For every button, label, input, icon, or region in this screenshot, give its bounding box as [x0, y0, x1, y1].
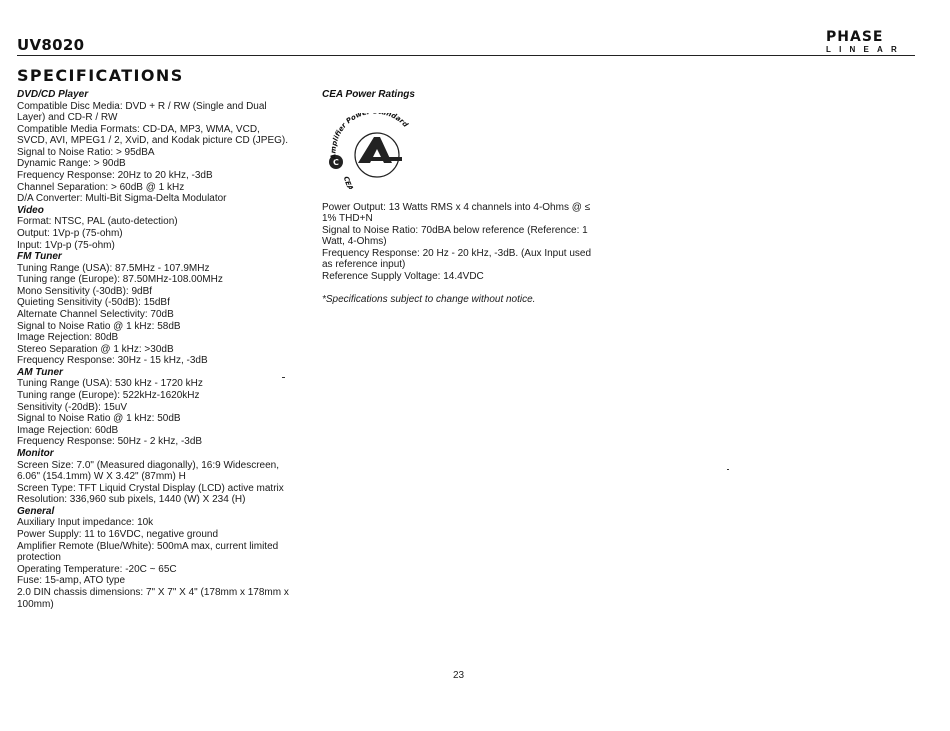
section-heading: AM Tuner — [17, 366, 63, 378]
spec-section — [17, 448, 307, 506]
brand-logo — [826, 30, 914, 56]
spec-section — [17, 89, 307, 205]
cea-spec-line: Signal to Noise Ratio: 70dBA below reference (Reference: 1 — [322, 224, 588, 236]
cea-spec-line: Reference Supply Voltage: 14.4VDC — [322, 271, 484, 283]
cea-heading: CEA Power Ratings — [322, 89, 415, 100]
spec-section — [17, 367, 307, 448]
cea-spec-line: Frequency Response: 20 Hz - 20 kHz, -3dB. (Aux Input used — [322, 247, 592, 259]
spec-line: SVCD, AVI, MPEG1 / 2, XviD, and Kodak picture CD (JPEG). — [17, 135, 289, 147]
svg-text:CEA-2006 Compliant — [342, 175, 408, 188]
cea-badge-icon — [322, 113, 422, 189]
spec-section — [17, 251, 307, 367]
spec-line: D/A Converter: Multi-Bit Sigma-Delta Modulator — [17, 193, 227, 205]
spec-line: Output: 1Vp-p (75-ohm) — [17, 227, 123, 239]
cea-badge-bottom-text: CEA — [341, 175, 355, 189]
spec-line: Operating Temperature: -20C ~ 65C — [17, 563, 177, 575]
spec-line: Mono Sensitivity (-30dB): 9dBf — [17, 285, 153, 297]
spec-line: Signal to Noise Ratio @ 1 kHz: 58dB — [17, 320, 181, 332]
spec-line: 2.0 DIN chassis dimensions: 7" X 7" X 4" (178mm x 178mm x — [17, 586, 289, 598]
logo-top-text: PHASE — [826, 29, 884, 45]
section-heading: Monitor — [17, 448, 54, 460]
spec-line: Signal to Noise Ratio @ 1 kHz: 50dB — [17, 413, 181, 425]
page-title: SPECIFICATIONS — [17, 66, 184, 85]
spec-line: Input: 1Vp-p (75-ohm) — [17, 239, 115, 251]
spec-line: Frequency Response: 50Hz - 2 kHz, -3dB — [17, 436, 203, 448]
logo-bottom-text: LINEAR — [826, 45, 905, 54]
spec-line: Image Rejection: 80dB — [17, 332, 119, 344]
spec-line: Frequency Response: 20Hz to 20 kHz, -3dB — [17, 170, 213, 182]
spec-line: Tuning Range (USA): 530 kHz - 1720 kHz — [17, 378, 203, 390]
spec-section — [17, 506, 307, 610]
section-heading: DVD/CD Player — [17, 89, 89, 100]
section-heading: FM Tuner — [17, 251, 62, 263]
cea-compliance-badge — [322, 113, 422, 189]
scan-speck — [727, 469, 729, 470]
spec-line: Tuning Range (USA): 87.5MHz - 107.9MHz — [17, 262, 210, 274]
spec-line: Power Supply: 11 to 16VDC, negative ground — [17, 529, 219, 540]
spec-line: Quieting Sensitivity (-50dB): 15dBf — [17, 297, 170, 309]
spec-line: Compatible Disc Media: DVD + R / RW (Single and Dual — [17, 100, 267, 112]
scan-speck — [282, 377, 285, 378]
section-heading: General — [17, 505, 55, 517]
spec-line: Image Rejection: 60dB — [17, 424, 119, 436]
spec-line: Compatible Media Formats: CD-DA, MP3, WMA, VCD, — [17, 123, 260, 135]
spec-line: Tuning range (Europe): 522kHz-1620kHz — [17, 390, 200, 402]
specs-right-column — [322, 89, 612, 305]
header-divider — [17, 55, 915, 56]
spec-line: Fuse: 15-amp, ATO type — [17, 575, 126, 587]
spec-line: Channel Separation: > 60dB @ 1 kHz — [17, 181, 185, 193]
spec-line: Screen Size: 7.0" (Measured diagonally), 16:9 Widescreen, — [17, 459, 280, 471]
cea-spec-lines — [322, 202, 612, 283]
spec-line: Alternate Channel Selectivity: 70dB — [17, 309, 174, 320]
cea-spec-line: Watt, 4-Ohms) — [322, 236, 387, 248]
spec-line: Sensitivity (-20dB): 15uV — [17, 401, 128, 413]
cea-badge-top-text: Amplifier Pow ndard — [329, 112, 410, 160]
disclaimer-note: *Specifications subject to change without notice. — [322, 293, 536, 305]
spec-section — [17, 205, 307, 251]
page-number: 23 — [453, 670, 465, 681]
specs-left-column — [17, 89, 307, 610]
section-heading: Video — [17, 204, 44, 216]
spec-line: Amplifier Remote (Blue/White): 500mA max, current limited — [17, 540, 279, 552]
spec-line: Resolution: 336,960 sub pixels, 1440 (W) X 234 (H) — [17, 494, 246, 506]
cea-spec-line: as reference input) — [322, 259, 406, 271]
spec-line: Auxiliary Input impedance: 10k — [17, 517, 154, 529]
spec-line: Tuning range (Europe): 87.50MHz-108.00MHz — [17, 274, 223, 286]
spec-line: Format: NTSC, PAL (auto-detection) — [17, 216, 178, 228]
spec-line: Dynamic Range: > 90dB — [17, 158, 126, 170]
spec-line: 6.06" (154.1mm) W X 3.42" (87mm) H — [17, 471, 186, 483]
spec-line: Stereo Separation @ 1 kHz: >30dB — [17, 343, 174, 355]
spec-line: Screen Type: TFT Liquid Crystal Display (LCD) active matrix — [17, 482, 284, 494]
spec-line: Signal to Noise Ratio: > 95dBA — [17, 146, 155, 158]
model-number: UV8020 — [17, 36, 85, 54]
spec-line: Frequency Response: 30Hz - 15 kHz, -3dB — [17, 355, 208, 367]
cea-spec-line: 1% THD+N — [322, 213, 373, 225]
cea-badge-letter: C — [333, 157, 339, 167]
spec-line: 100mm) — [17, 598, 54, 610]
spec-line: Layer) and CD-R / RW — [17, 112, 118, 124]
cea-spec-line: Power Output: 13 Watts RMS x 4 channels into 4-Ohms @ ≤ — [322, 201, 591, 213]
spec-line: protection — [17, 552, 61, 564]
